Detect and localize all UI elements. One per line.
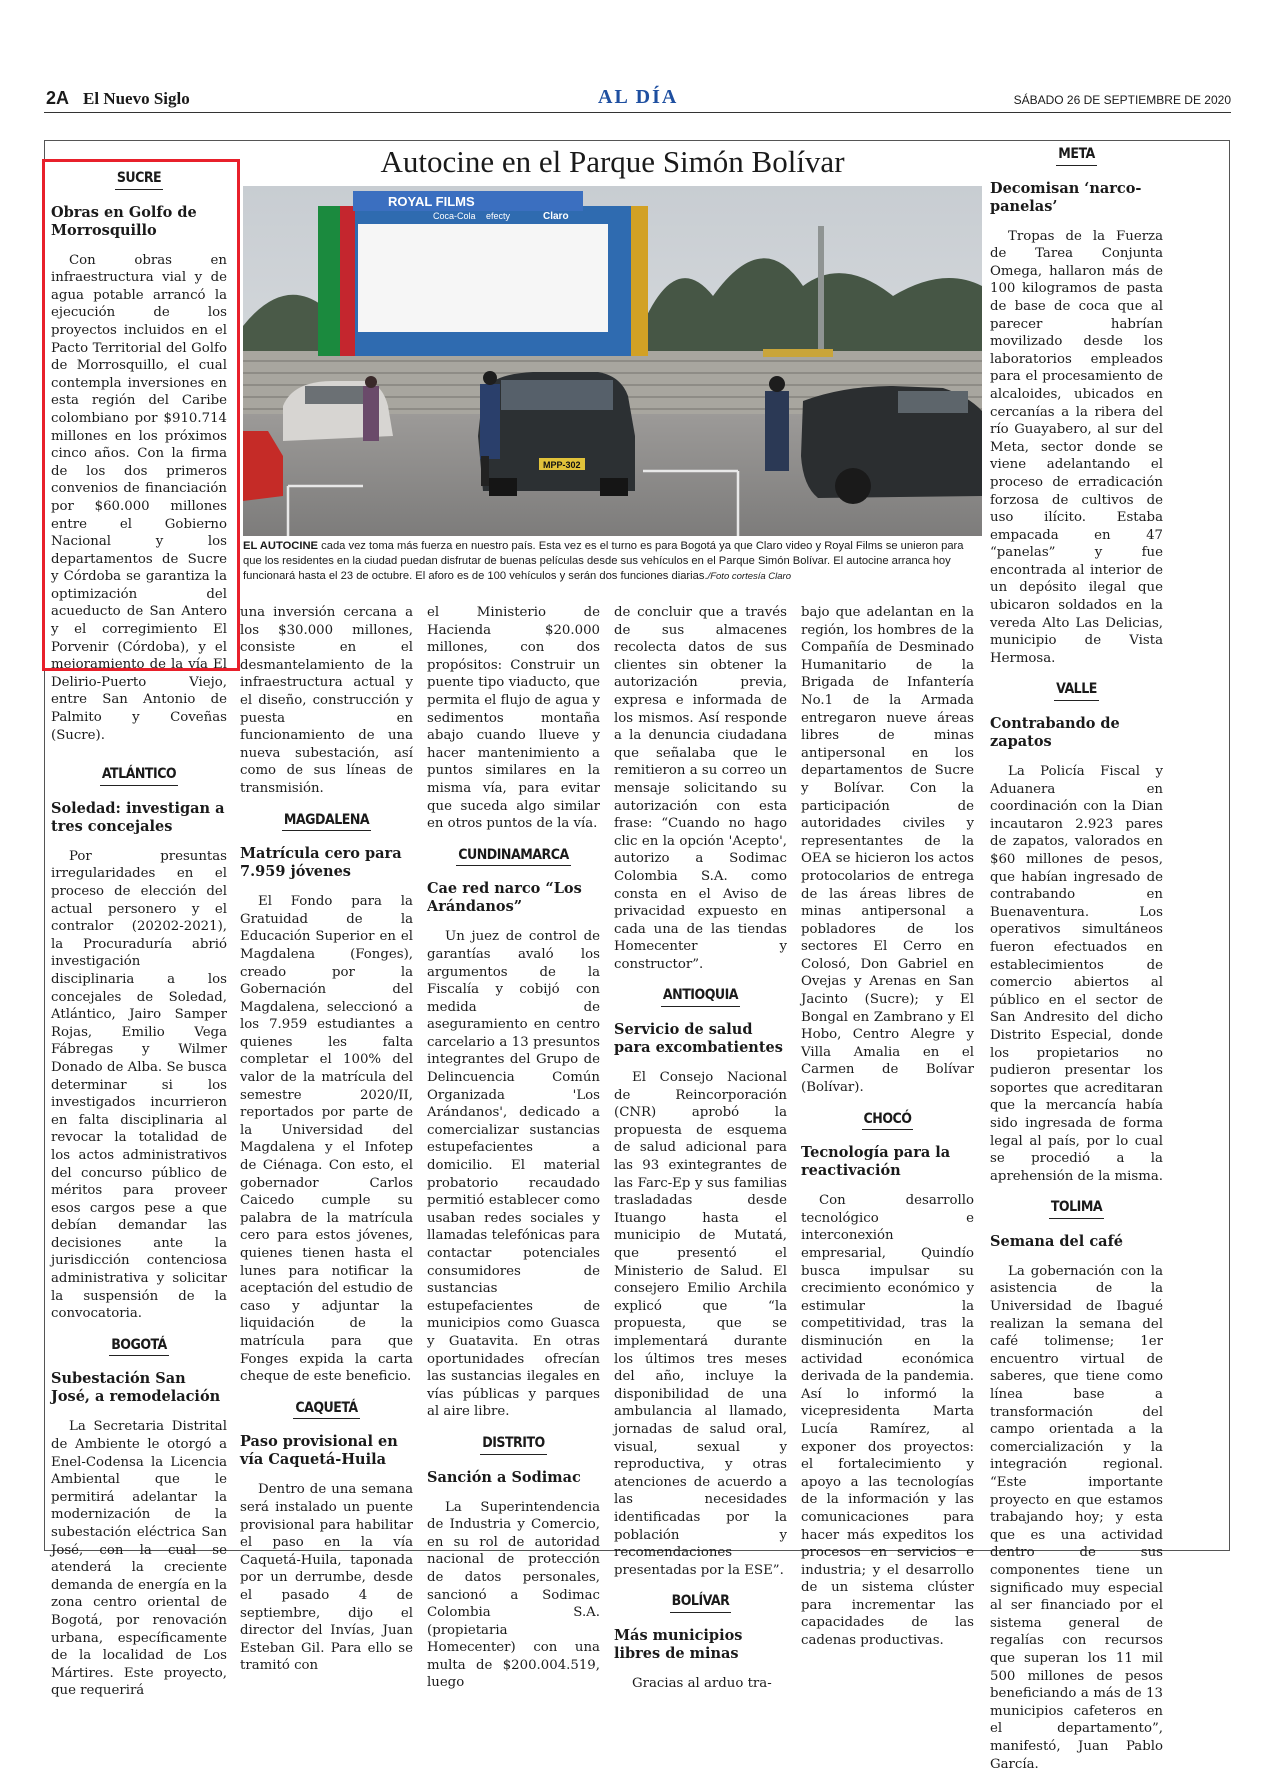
article-distrito-body: La Superintendencia de Industria y Comercio, en su rol de autoridad nacional de protección de datos personales, sancionó a Sodimac Colombia S.A. (propietaria Homecenter) con una multa de $200.004.519, luego	[427, 1499, 600, 1691]
sponsor-cocacola: Coca-Cola	[433, 211, 476, 221]
section-label-valle: VALLE	[990, 681, 1163, 701]
headline-sucre: Obras en Golfo de Morrosquillo	[51, 203, 197, 239]
caption-text: cada vez toma más fuerza en nuestro país. Esta vez es el turno es para Bogotá ya que Claro video y Royal Films se unieron para que los residentes en la ciudad puedan disfrutar de buenas películas desde sus vehículos en el Parque Simón Bolívar. El autocine arranca hoy funcionará hasta el 23 de octubre. El aforo es de 100 vehículos y serán dos funciones diarias.	[243, 540, 964, 582]
section-label-bolivar: BOLÍVAR	[614, 1593, 787, 1613]
headline-bogota: Subestación San José, a remodelación	[51, 1370, 221, 1406]
article-tolima-body: La gobernación con la asistencia de la Universidad de Ibagué realizan la semana del café tolimense; 1er encuentro virtual de saberes, que tiene como línea base a transformación del campo orientada a la comercialización y la integración regional. “Este importante proyecto en que estamos trabajando hoy; y esta que es una actividad dentro de sus componentes tiene un significado muy especial al ser financiado por el sistema general de regalías con recursos que superan los 11 mil 500 millones de pesos beneficiando a más de 13 municipios cafeteros en el departamento”, manifestó, Juan Pablo García.	[990, 1263, 1163, 1772]
section-label-tolima: TOLIMA	[990, 1199, 1163, 1219]
page-number: 2A	[46, 88, 70, 108]
screen-brand: ROYAL FILMS	[388, 194, 475, 209]
article-cundinamarca-body: Un juez de control de garantías avaló los argumentos de la Fiscalía y cobijó con medida de aseguramiento en centro carcelario a 13 presuntos integrantes del Grupo de Delincuencia Común Organizada 'Los Arándanos', dedicado a comercializar sustancias estupefacientes a domicilio. El material probatorio recaudado permitió establecer como usaban redes sociales y llamadas telefónicas para contactar potenciales consumidores de sustancias estupefacientes de municipios como Guasca y Guatavita. En otras oportunidades ofrecían las sustancias ilegales en vías públicas y parques al aire libre.	[427, 929, 600, 1420]
sponsor-efecty: efecty	[486, 211, 511, 221]
highlight-box	[42, 159, 240, 671]
feature-photo	[243, 186, 982, 536]
headline-antioquia: Servicio de salud para excombatientes	[614, 1021, 783, 1057]
drive-in-photo	[243, 186, 982, 536]
article-bolivar-continued: bajo que adelantan en la región, los hombres de la Compañía de Desminado Humanitario de la Brigada de Infantería No.1 de la Armada entregaron nueve áreas libres de minas antipersonal en los departamentos de Sucre y Bolívar. Con la participación de autoridades civiles y representantes de la OEA se hicieron los actos protocolarios de entrega de las áreas libres de minas antipersonal a pobladores de los sectores El Cerro en Colosó, Don Gabriel en Ovejas y Arenas en San Jacinto (Sucre); y El Bongal en Zambrano y El Hobo, Centro Alegre y Villa Amalia en el Carmen de Bolívar (Bolívar).	[801, 605, 974, 1096]
section-title: AL DÍA	[598, 86, 679, 108]
article-valle-body: La Policía Fiscal y Aduanera en coordinación con la Dian incautaron 2.923 pares de zapatos, valorados en $60 millones de pesos, que habían ingresado de contrabando en Buenaventura. Los operativos simultáneos fueron efectuados en establecimientos de comercio abiertos al público en el sector de San Andresito del dicho Distrito Especial, donde los propietarios no pudieron presentar los soportes que acreditaran que la mercancía había sido ingresada de forma legal al país, por lo cual se procedió a la aprehensión de la misma.	[990, 764, 1163, 1184]
sponsor-claro: Claro	[543, 211, 569, 222]
section-label-distrito: DISTRITO	[427, 1435, 600, 1455]
article-caqueta-continued: el Ministerio de Hacienda $20.000 millones, con dos propósitos: Construir un puente tipo viaducto, que permita el flujo de agua y sedimentos montaña abajo cuando llueve y hacer mantenimiento a puntos similares en la misma vía, para evitar que suceda algo similar en otros puntos de la vía.	[427, 605, 600, 832]
article-antioquia-body: El Consejo Nacional de Reincorporación (CNR) aprobó la propuesta de esquema de salud adicional para las 93 exintegrantes de las Farc-Ep y sus familias trasladadas desde Ituango hasta el municipio de Mutatá, que presentó el Ministerio de Salud. El consejero Emilio Archila explicó que “la propuesta, que se implementará durante los últimos tres meses del año, incluye la disponibilidad de una ambulancia al llamado, jornadas de salud oral, visual, sexual y reproductiva, y otras atenciones de acuerdo a las necesidades identificadas por la población y recomendaciones presentadas por la ESE”.	[614, 1070, 787, 1578]
section-label-caqueta: CAQUETÁ	[240, 1400, 413, 1420]
column-2	[240, 604, 413, 1675]
section-label-antioquia: ANTIOQUIA	[614, 987, 787, 1007]
section-label-atlantico: ATLÁNTICO	[51, 766, 227, 786]
section-label-meta: META	[990, 146, 1163, 166]
article-bogota-body: La Secretaria Distrital de Ambiente le otorgó a Enel-Codensa la Licencia Ambiental que le permitirá adelantar la modernización de la subestación eléctrica San José, con la cual se atenderá la creciente demanda de energía en la zona centro oriental de Bogotá, por renovación urbana, específicamente de la localidad de Los Mártires. Este proyecto, que requerirá	[51, 1419, 227, 1699]
article-meta-body: Tropas de la Fuerza de Tarea Conjunta Omega, hallaron más de 100 kilogramos de pasta de base de coca que al parecer habrían movilizado desde los laboratorios empleados para el procesamiento de alcaloides, ubicados en cercanías a la ribera del río Guayabero, al sur del Meta, sector donde se viene adelantando el proceso de erradicación forzosa de cultivos de uso ilícito. Estaba empacada en 47 “panelas” y fue encontrada al interior de un depósito ilegal que ubicaron soldados en la vereda Alto Las Delicias, municipio de Vista Hermosa.	[990, 228, 1163, 666]
headline-magdalena: Matrícula cero para 7.959 jóvenes	[240, 845, 402, 881]
section-label-cundinamarca: CUNDINAMARCA	[427, 847, 600, 867]
headline-choco: Tecnología para la reactivación	[801, 1144, 951, 1180]
article-distrito-continued: de concluir que a través de sus almacenes recolecta datos de sus clientes sin obtener la autorización previa, expresa e informada de los mismos. Así responde a la denuncia ciudadana que señalaba que le remitieron a su correo un mensaje solicitando su autorización con esta frase: “Cuando no hago clic en la opción 'Acepto', autorizo a Sodimac Colombia S.A. como consta en el Aviso de privacidad expuesto en cada una de las tiendas Homecenter y constructor”.	[614, 605, 787, 972]
headline-distrito: Sanción a Sodimac	[427, 1468, 581, 1486]
headline-atlantico: Soledad: investigan a tres concejales	[51, 799, 225, 835]
article-caqueta-body: Dentro de una semana será instalado un puente provisional para habilitar el paso en la vía Caquetá-Huila, taponada por un derrumbe, desde el pasado 4 de septiembre, dijo el director del Invías, Juan Esteban Gil. Para ello se tramitó con	[240, 1482, 413, 1674]
headline-caqueta: Paso provisional en vía Caquetá-Huila	[240, 1433, 398, 1469]
article-magdalena-body: El Fondo para la Gratuidad de la Educación Superior en el Magdalena (Fonges), creado por la Gobernación del Magdalena, seleccionó a los 7.959 estudiantes a quienes les falta completar el 100% del valor de la matrícula del semestre 2020/II, reportados por parte de la Universidad del Magdalena y el Infotep de Ciénaga. Con esto, el gobernador Carlos Caicedo cumple su palabra de la matrícula cero para estos jóvenes, quienes tienen hasta el lunes para notificar la aceptación del estudio de caso y adjuntar la liquidación de la matrícula para que Fonges expida la carta cheque de este beneficio.	[240, 894, 413, 1385]
section-label-magdalena: MAGDALENA	[240, 812, 413, 832]
column-4	[614, 604, 787, 1692]
headline-bolivar: Más municipios libres de minas	[614, 1626, 743, 1662]
article-atlantico-body: Por presuntas irregularidades en el proceso de elección del actual personero y el contralor (20202-2021), la Procuraduría abrió investigación disciplinaria a los concejales de Soledad, Atlántico, Jairo Samper Rojas, Emilio Vega Fábregas y Wilmer Donado de Alba. Se busca determinar si los investigados incurrieron en falta disciplinaria al revocar la totalidad de los actos administrativos del concurso público de méritos para proveer esos cargos pese a que debían demandar las decisiones ante la jurisdicción contenciosa administrativa y solicitar la suspensión de la convocatoria.	[51, 848, 227, 1322]
photo-caption	[243, 539, 982, 584]
column-5	[801, 604, 974, 1650]
paper-name: El Nuevo Siglo	[83, 89, 190, 108]
feature-title: Autocine en el Parque Simón Bolívar	[380, 144, 845, 179]
column-6	[990, 146, 1163, 1773]
issue-date: SÁBADO 26 DE SEPTIEMBRE DE 2020	[1013, 93, 1231, 107]
section-label-bogota: BOGOTÁ	[51, 1337, 227, 1357]
headline-meta: Decomisan ‘narco-panelas’	[990, 179, 1142, 215]
column-3	[427, 604, 600, 1692]
section-label-sucre: SUCRE	[51, 170, 227, 190]
header-rule	[44, 112, 1231, 113]
photo-credit: /Foto cortesía Claro	[707, 571, 791, 582]
caption-lead: EL AUTOCINE	[243, 540, 319, 552]
section-label-choco: CHOCÓ	[801, 1111, 974, 1131]
article-choco-body: Con desarrollo tecnológico e interconexión empresarial, Quindío busca impulsar su crecimiento económico y estimular la competitividad, tras la disminución en la actividad económica derivada de la pandemia. Así lo informó la vicepresidenta Marta Lucía Ramírez, al exponer dos proyectos: el fortalecimiento y apoyo a las tecnologías de la información y las comunicaciones para hacer más expeditos los procesos en servicios e industria; y el desarrollo de un sistema clúster para incrementar las capacidades de las cadenas productivas.	[801, 1193, 974, 1649]
headline-cundinamarca: Cae red narco “Los Arándanos”	[427, 880, 582, 916]
article-sucre-body: Con obras en infraestructura vial y de agua potable arrancó la ejecución de los proyectos incluidos en el Pacto Territorial del Golfo de Morrosquillo, el cual contempla inversiones en esta región del Caribe colombiano por $910.714 millones en los próximos cinco años. Con la firma de los dos primeros convenios de financiación por $60.000 millones entre el Gobierno Nacional y los departamentos de Sucre y Córdoba se garantiza la optimización del acueducto de San Antero y el corregimiento El Porvenir (Córdoba), y el mejoramiento de la vía El Delirio-Puerto Viejo, entre San Antonio de Palmito y Coveñas (Sucre).	[51, 252, 227, 743]
headline-valle: Contrabando de zapatos	[990, 715, 1120, 751]
article-bolivar-body: Gracias al arduo tra-	[632, 1675, 772, 1691]
article-bogota-continued: una inversión cercana a los $30.000 millones, consiste en el desmantelamiento de la infraestructura actual y el diseño, construcción y puesta en funcionamiento de una nueva subestación, así como de sus líneas de transmisión.	[240, 605, 413, 796]
masthead-left	[46, 88, 190, 109]
headline-tolima: Semana del café	[990, 1232, 1124, 1250]
license-plate: MPP-302	[543, 460, 581, 470]
